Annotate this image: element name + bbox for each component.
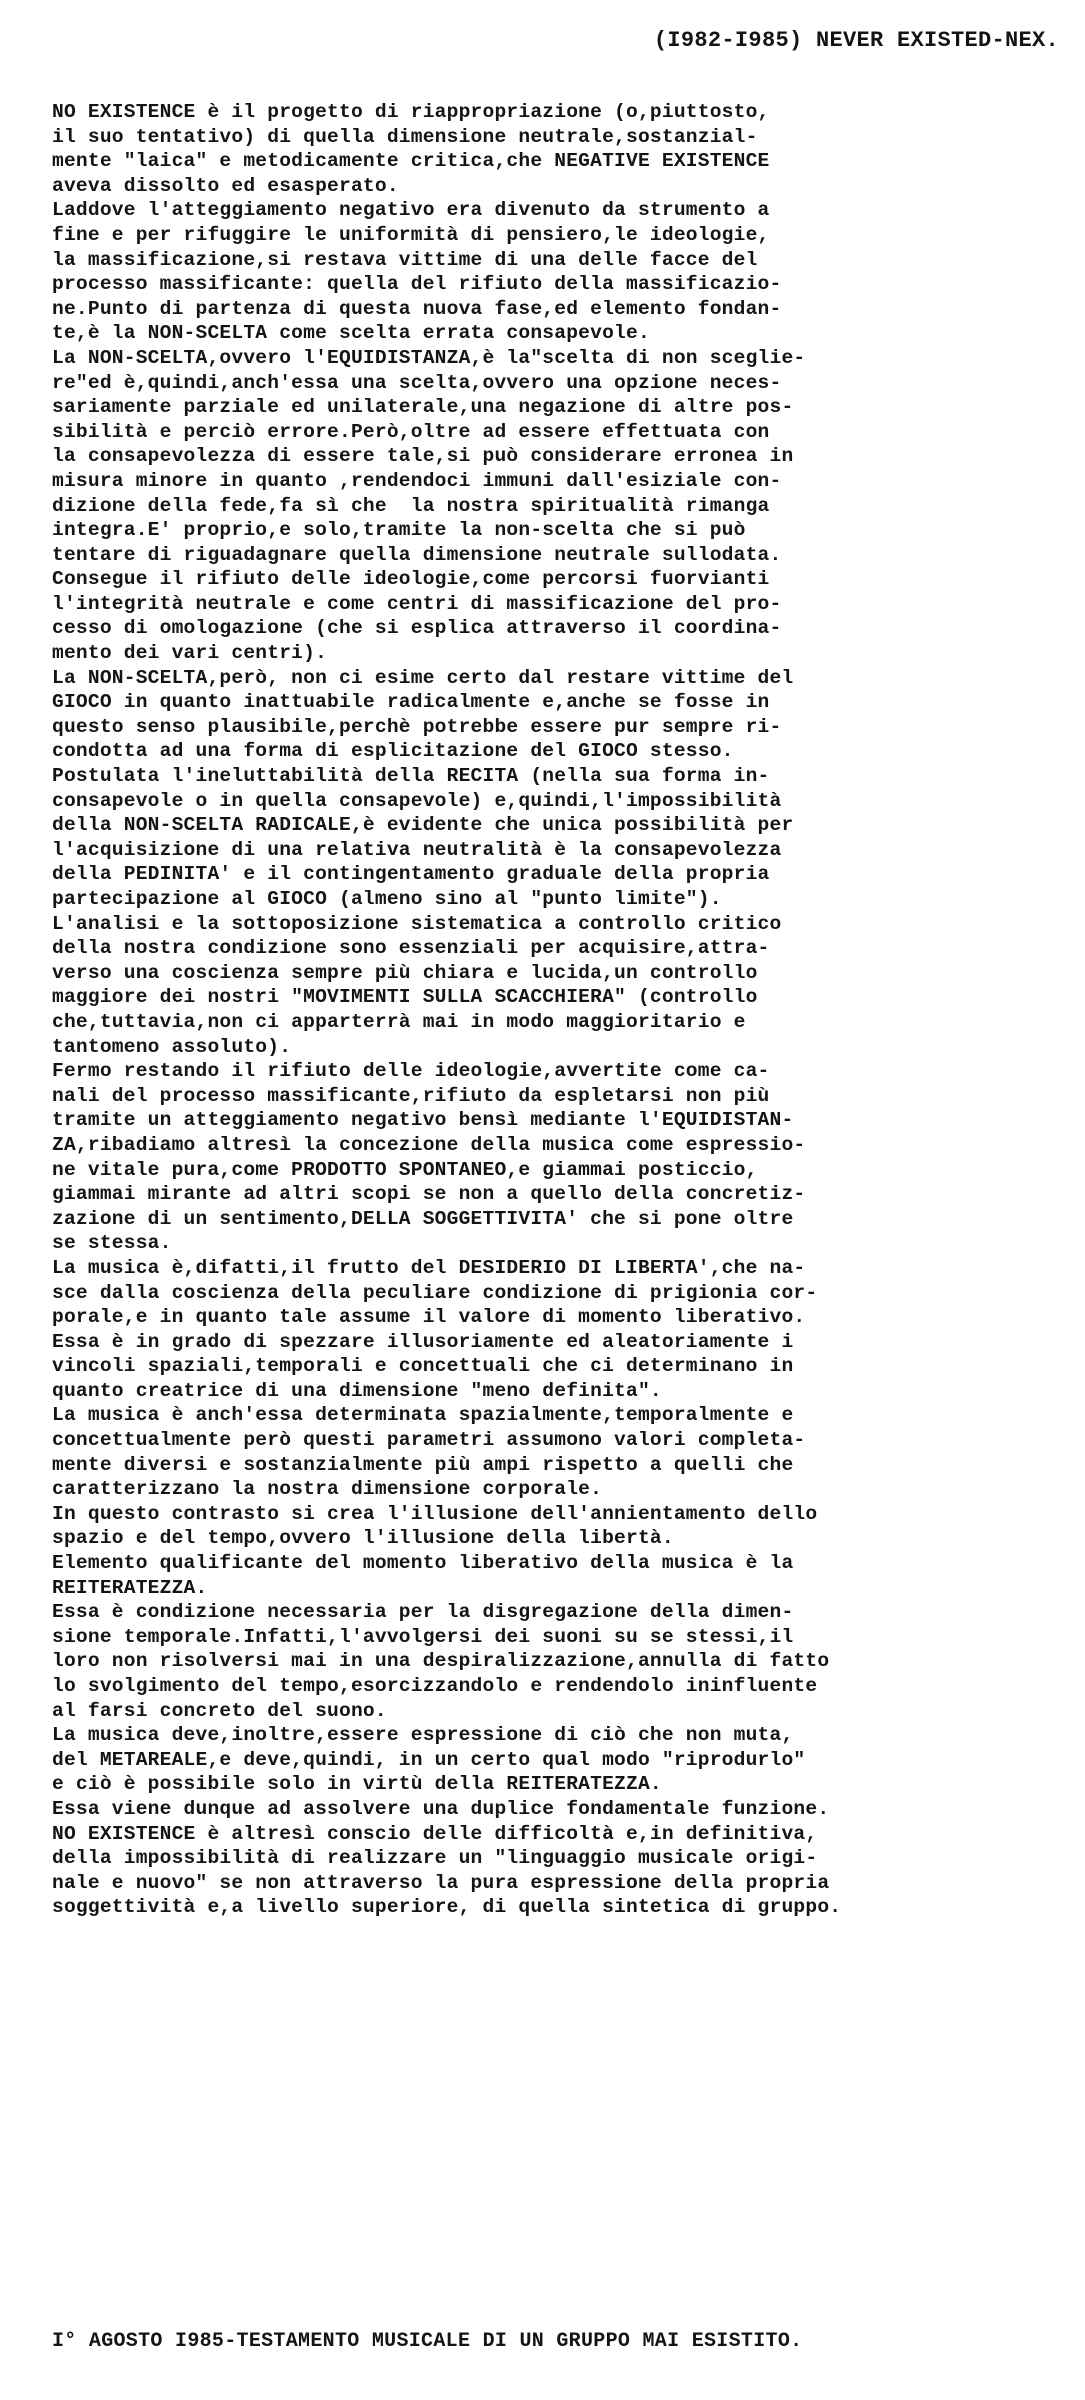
text-line: misura minore in quanto ,rendendoci immuni dall'esiziale con- <box>52 469 782 492</box>
text-line: consapevole o in quella consapevole) e,quindi,l'impossibilità <box>52 789 782 812</box>
text-line: condotta ad una forma di esplicitazione del GIOCO stesso. <box>52 740 734 763</box>
text-line: aveva dissolto ed esasperato. <box>52 174 399 197</box>
text-line: vincoli spaziali,temporali e concettuali che ci determinano in <box>52 1355 794 1378</box>
text-line: Essa viene dunque ad assolvere una duplice fondamentale funzione. <box>52 1797 830 1820</box>
text-line: lo svolgimento del tempo,esorcizzandolo e rendendolo ininfluente <box>52 1675 818 1697</box>
text-line: tramite un atteggiamento negativo bensì mediante l'EQUIDISTAN- <box>52 1109 794 1132</box>
text-line: che,tuttavia,non ci apparterrà mai in modo maggioritario e <box>52 1010 746 1033</box>
text-line: La NON-SCELTA,ovvero l'EQUIDISTANZA,è la"scelta di non sceglie- <box>52 346 806 369</box>
text-line: processo massificante: quella del rifiuto della massificazio- <box>52 273 782 296</box>
text-line: Essa è in grado di spezzare illusoriamente ed aleatoriamente i <box>52 1330 794 1353</box>
text-line: loro non risolversi mai in una despiralizzazione,annulla di fatto <box>52 1650 830 1673</box>
text-line: re"ed è,quindi,anch'essa una scelta,ovvero una opzione neces- <box>52 371 782 394</box>
text-line: porale,e in quanto tale assume il valore di momento liberativo. <box>52 1306 806 1329</box>
text-line: Fermo restando il rifiuto delle ideologie,avvertite come ca- <box>52 1060 770 1083</box>
text-line: ZA,ribadiamo altresì la concezione della musica come espressio- <box>52 1133 806 1156</box>
text-line: La musica è,difatti,il frutto del DESIDERIO DI LIBERTA',che na- <box>52 1256 806 1279</box>
document-body <box>52 100 1062 1920</box>
text-line: Essa è condizione necessaria per la disgregazione della dimen- <box>52 1601 794 1624</box>
text-line: della PEDINITA' e il contingentamento graduale della propria <box>52 863 770 886</box>
text-line: mento dei vari centri). <box>52 642 328 665</box>
text-line: sione temporale.Infatti,l'avvolgersi dei suoni su se stessi,il <box>52 1625 794 1648</box>
text-line: sariamente parziale ed unilaterale,una negazione di altre pos- <box>52 396 794 419</box>
text-line: La musica è anch'essa determinata spazialmente,temporalmente e <box>52 1404 794 1427</box>
text-line: tantomeno assoluto). <box>52 1035 292 1058</box>
text-line: REITERATEZZA. <box>52 1576 208 1599</box>
text-line: se stessa. <box>52 1232 172 1255</box>
text-line: mente diversi e sostanzialmente più ampi rispetto a quelli che <box>52 1453 794 1476</box>
text-line: cesso di omologazione (che si esplica attraverso il coordina- <box>52 617 782 640</box>
text-line: La musica deve,inoltre,essere espressione di ciò che non muta, <box>52 1724 794 1747</box>
text-line: sce dalla coscienza della peculiare condizione di prigionia cor- <box>52 1281 818 1304</box>
document-header: (I982-I985) NEVER EXISTED-NEX. <box>653 28 1059 53</box>
text-line: la consapevolezza di essere tale,si può considerare erronea in <box>52 445 794 468</box>
text-line: Consegue il rifiuto delle ideologie,come percorsi fuorvianti <box>52 568 770 591</box>
text-line: fine e per rifuggire le uniformità di pensiero,le ideologie, <box>52 223 770 246</box>
text-line: spazio e del tempo,ovvero l'illusione della libertà. <box>52 1527 674 1550</box>
text-line: mente "laica" e metodicamente critica,che NEGATIVE EXISTENCE <box>52 150 770 173</box>
text-line: La NON-SCELTA,però, non ci esime certo dal restare vittime del <box>52 666 794 689</box>
text-line: della impossibilità di realizzare un "linguaggio musicale origi- <box>52 1847 818 1870</box>
text-line: al farsi concreto del suono. <box>52 1699 387 1722</box>
text-line: NO EXISTENCE è altresì conscio delle difficoltà e,in definitiva, <box>52 1822 818 1845</box>
text-line: Laddove l'atteggiamento negativo era divenuto da strumento a <box>52 199 770 222</box>
text-line: verso una coscienza sempre più chiara e lucida,un controllo <box>52 961 758 984</box>
text-line: soggettività e,a livello superiore, di quella sintetica di gruppo. <box>52 1896 842 1919</box>
text-line: questo senso plausibile,perchè potrebbe essere pur sempre ri- <box>52 715 782 738</box>
text-line: NO EXISTENCE è il progetto di riappropriazione (o,piuttosto, <box>52 101 770 123</box>
text-line: maggiore dei nostri "MOVIMENTI SULLA SCACCHIERA" (controllo <box>52 986 758 1009</box>
text-line: della nostra condizione sono essenziali per acquisire,attra- <box>52 937 770 960</box>
text-line: la massificazione,si restava vittime di una delle facce del <box>52 248 758 271</box>
text-line: nali del processo massificante,rifiuto da espletarsi non più <box>52 1084 770 1107</box>
text-line: GIOCO in quanto inattuabile radicalmente e,anche se fosse in <box>52 691 770 714</box>
text-line: In questo contrasto si crea l'illusione dell'annientamento dello <box>52 1502 818 1525</box>
text-line: zazione di un sentimento,DELLA SOGGETTIVITA' che si pone oltre <box>52 1207 794 1230</box>
text-line: Elemento qualificante del momento liberativo della musica è la <box>52 1552 794 1575</box>
document-footer: I° AGOSTO I985-TESTAMENTO MUSICALE DI UN GRUPPO MAI ESISTITO. <box>52 2330 803 2353</box>
text-line: nale e nuovo" se non attraverso la pura espressione della propria <box>52 1871 830 1894</box>
text-line: tentare di riguadagnare quella dimensione neutrale sullodata. <box>52 543 782 566</box>
text-line: L'analisi e la sottoposizione sistematica a controllo critico <box>52 912 782 935</box>
text-line: dizione della fede,fa sì che la nostra spiritualità rimanga <box>52 494 770 517</box>
text-line: ne.Punto di partenza di questa nuova fase,ed elemento fondan- <box>52 297 782 320</box>
text-line: integra.E' proprio,e solo,tramite la non-scelta che si può <box>52 519 746 542</box>
text-line: partecipazione al GIOCO (almeno sino al "punto limite"). <box>52 888 722 910</box>
text-line: della NON-SCELTA RADICALE,è evidente che unica possibilità per <box>52 814 794 837</box>
text-line: te,è la NON-SCELTA come scelta errata consapevole. <box>52 322 650 345</box>
text-line: ne vitale pura,come PRODOTTO SPONTANEO,e giammai posticcio, <box>52 1158 758 1181</box>
text-line: l'acquisizione di una relativa neutralità è la consapevolezza <box>52 838 782 861</box>
text-line: concettualmente però questi parametri assumono valori completa- <box>52 1429 806 1452</box>
text-line: l'integrità neutrale e come centri di massificazione del pro- <box>52 592 782 615</box>
text-line: del METAREALE,e deve,quindi, in un certo qual modo "riprodurlo" <box>52 1748 806 1771</box>
text-line: sibilità e perciò errore.Però,oltre ad essere effettuata con <box>52 420 770 443</box>
text-line: caratterizzano la nostra dimensione corporale. <box>52 1478 603 1501</box>
text-line: quanto creatrice di una dimensione "meno definita". <box>52 1379 662 1402</box>
text-line: giammai mirante ad altri scopi se non a quello della concretiz- <box>52 1183 806 1206</box>
text-line: Postulata l'ineluttabilità della RECITA (nella sua forma in- <box>52 765 770 788</box>
text-line: e ciò è possibile solo in virtù della REITERATEZZA. <box>52 1773 662 1796</box>
text-line: il suo tentativo) di quella dimensione neutrale,sostanzial- <box>52 125 758 148</box>
